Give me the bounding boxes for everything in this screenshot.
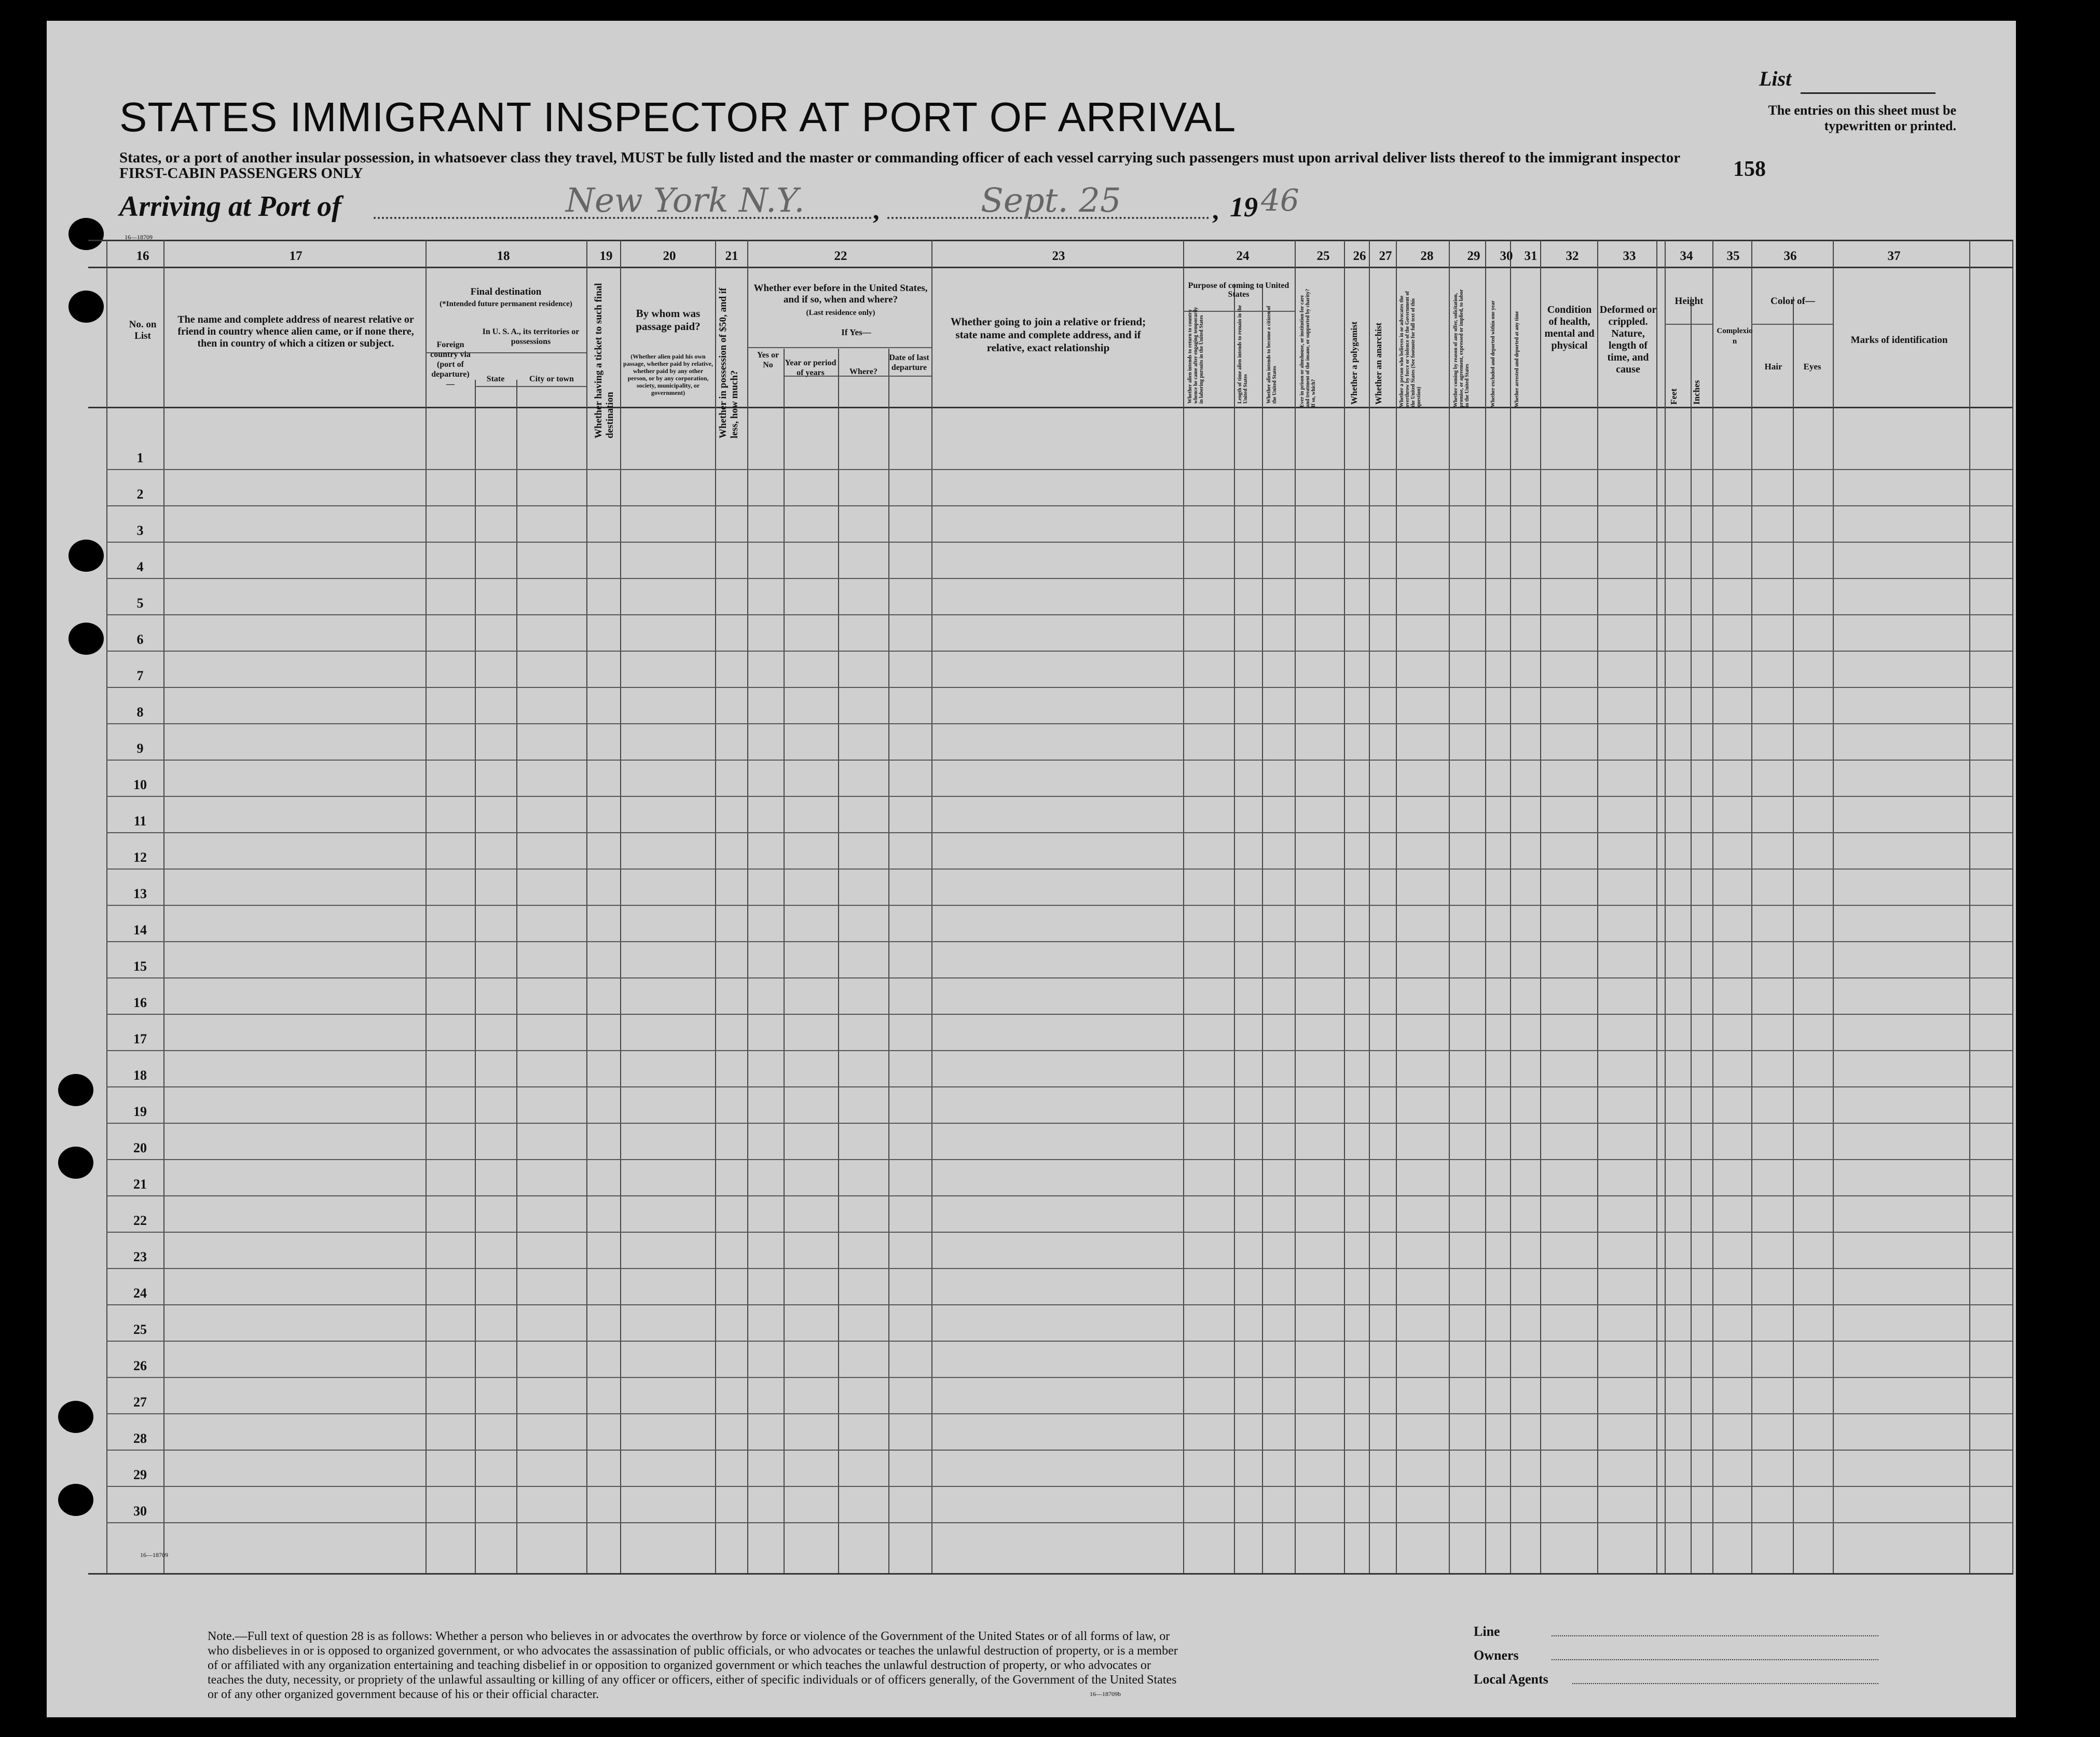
colnum-34: 34 [1680,249,1693,263]
header-prison: Ever in prison or almshouse, or institution for care and treatment of the insane, or supported by charity? If so, which? [1299,288,1316,407]
sheet-number: 158 [1733,157,1766,181]
colnum-24: 24 [1236,249,1250,263]
row-rule [106,1086,2012,1087]
row-number: 29 [133,1467,147,1482]
row-rule [106,687,2012,688]
owners-label: Owners [1474,1648,1519,1663]
column-rule [1510,240,1511,1573]
row-number: 24 [133,1286,147,1301]
row-number: 20 [133,1140,147,1155]
form-code-note: 16—18709b [1090,1690,1121,1698]
header-if-yes: If Yes— [841,327,871,337]
colnum-31: 31 [1524,249,1538,263]
comma: , [1212,196,1219,225]
row-rule [106,578,2012,579]
row-rule [106,542,2012,543]
row-number: 30 [133,1504,147,1519]
colnum-23: 23 [1052,249,1065,263]
row-number: 14 [133,922,147,938]
row-rule [106,1232,2012,1233]
column-rule [1369,240,1370,1573]
row-number: 8 [136,705,144,720]
rule [88,240,2013,241]
row-rule [106,1014,2012,1015]
column-rule [1712,240,1713,1573]
column-rule [586,240,587,1573]
year-printed: 19 [1230,191,1258,223]
header-rule [1751,324,1833,325]
header-foreign-country: Foreign country via (port of departure)— [430,340,471,389]
header-passage-paid: By whom was passage paid? [636,307,701,333]
row-number: 19 [133,1104,147,1119]
colnum-29: 29 [1467,249,1480,263]
row-number: 28 [133,1431,147,1446]
form-title: STATES IMMIGRANT INSPECTOR AT PORT OF ARRIVAL [119,94,1237,140]
header-date-departure: Date of last departure [889,353,929,372]
header-color-of: Color of— [1770,296,1815,307]
header-nearest-relative: The name and complete address of nearest relative or friend in country whence alien came, or if none there, then in country of which a citizen or subject. [177,314,414,349]
header-health: Condition of health, mental and physical [1544,304,1595,351]
column-rule [1597,240,1598,1573]
column-rule [1751,240,1752,1573]
header-yes-no: Yes or No [757,351,779,369]
column-rule [1793,297,1794,1573]
colnum-36: 36 [1783,249,1797,263]
passenger-table [88,240,2013,1573]
row-rule [106,1159,2012,1160]
header-polygamist: Whether a polygamist [1349,321,1359,405]
row-number: 27 [133,1395,147,1410]
row-rule [106,1486,2012,1487]
header-feet: Feet [1669,388,1679,405]
row-rule [106,1522,2012,1523]
header-passage-paid-sub: (Whether alien paid his own passage, whether paid by relative, whether paid by any other person, or by any corporation, society, municipality, or government) [623,353,713,396]
colnum-20: 20 [663,249,676,263]
first-cabin-label: FIRST-CABIN PASSENGERS ONLY [119,165,363,182]
colnum-21: 21 [725,249,738,263]
colnum-18: 18 [497,249,510,263]
row-rule [106,1304,2012,1305]
header-purpose: Purpose of coming to United States [1188,281,1289,299]
header-final-destination: Final destination [470,286,542,297]
column-rule [1396,240,1397,1573]
row-rule [106,1195,2012,1196]
colnum-16: 16 [136,249,149,263]
row-rule [106,1377,2012,1378]
column-rule [1540,240,1541,1573]
row-rule [106,868,2012,870]
entries-note: The entries on this sheet must be typewritten or printed. [1768,103,1956,133]
row-rule [106,1050,2012,1051]
header-ever-before: Whether ever before in the United States, and if so, when and where? [753,283,928,305]
colnum-28: 28 [1420,249,1434,263]
arriving-label: Arriving at Port of [119,190,341,223]
row-rule [106,760,2012,761]
row-number: 12 [133,850,147,865]
row-number: 21 [133,1177,147,1192]
header-anarchist: Whether an anarchist [1374,322,1383,405]
column-rule [1183,240,1184,1573]
comma: , [873,196,880,225]
row-rule [106,832,2012,833]
colnum-35: 35 [1726,249,1740,263]
header-where: Where? [849,367,877,376]
column-rule [931,240,932,1573]
port-handwritten: New York N.Y. [566,182,805,220]
header-in-usa: In U. S. A., its territories or possessions [482,327,580,346]
column-rule [1295,240,1296,1573]
column-rule [1344,240,1345,1573]
row-number: 9 [136,741,144,756]
header-purpose-return: Whether alien intends to return to country whence he came after engaging temporarily in laboring pursuits in the United States [1187,307,1204,404]
header-fifty-dollars: Whether in possession of $50, and if less, how much? [718,287,740,438]
column-rule [1262,284,1263,1573]
column-rule [888,349,889,1573]
header-arrested: Whether arrested and deported at any time [1514,311,1520,407]
colnum-37: 37 [1887,249,1901,263]
header-labor-offer: Whether coming by reason of any offer, solicitation, promise, or agreement, expressed or implied, to labor in the United States [1453,289,1470,407]
header-rule [747,347,931,348]
row-number: 5 [136,596,144,611]
local-agents-field[interactable] [1572,1683,1878,1684]
column-rule [1969,240,1970,1573]
row-rule [106,1123,2012,1124]
column-rule [426,240,427,1573]
column-rule [516,380,517,1573]
form-code: 16—18709 [125,233,153,241]
header-excluded: Whether excluded and deported within one year [1490,300,1496,407]
header-rule [1665,324,1712,325]
header-ever-before-sub: (Last residence only) [806,309,875,317]
colnum-27: 27 [1379,249,1392,263]
column-rule [838,349,839,1573]
line-field[interactable] [1552,1635,1878,1636]
colnum-22: 22 [834,249,847,263]
header-state: State [486,375,505,383]
owners-field[interactable] [1552,1659,1878,1660]
row-number: 11 [133,814,147,829]
column-rule [1656,240,1657,1573]
row-number: 1 [136,450,144,465]
row-rule [106,796,2012,797]
rule [88,1573,2013,1575]
row-number: 16 [133,995,147,1010]
column-rule [1833,240,1834,1573]
header-year-period: Year or period of years [785,359,836,377]
date-handwritten: Sept. 25 [981,182,1121,220]
form-code-bottom: 16—18709 [140,1551,168,1559]
header-final-destination-sub: (*Intended future permanent residence) [440,300,572,308]
colnum-25: 25 [1316,249,1330,263]
colnum-32: 32 [1566,249,1579,263]
row-rule [106,977,2012,978]
row-number: 13 [133,886,147,901]
row-rule [106,1268,2012,1269]
header-join-relative: Whether going to join a relative or friend; state name and complete address, and if relative, exact relationship [950,315,1146,354]
column-rule [747,240,748,1573]
colnum-19: 19 [599,249,613,263]
question-28-note: Note.—Full text of question 28 is as follows: Whether a person who believes in or advocates the overthrow by force or violence of the Government of the United States or of all forms of law, or who disbelieves in or is opposed to organized government, or who advocates the assassination of public officials, or who advocates or teaches the unlawful destruction of property, or is a member of or affiliated with any organization entertaining and teaching disbelief in or opposition to organized government or which teaches the unlawful destruction of property, or who advocates or teaches the duty, necessity, or propriety of the unlawful assaulting or killing of any officer or officers, either of specific individuals or of officers generally, of the Government of the United States or of any other organized government because of his or their official character. [208,1630,1178,1701]
colnum-17: 17 [289,249,303,263]
colnum-30: 30 [1500,249,1513,263]
row-number: 23 [133,1249,147,1264]
header-hair: Hair [1764,362,1782,371]
row-number: 2 [136,487,144,502]
column-rule [475,380,476,1573]
column-rule [2012,240,2013,1573]
row-rule [106,614,2012,615]
column-rule [1234,284,1235,1573]
column-rule [106,240,107,1573]
year-handwritten: 46 [1261,183,1299,218]
header-city: City or town [529,375,574,383]
header-ticket: Whether having a ticket to such final destination [593,283,615,438]
list-label: List [1759,67,1792,90]
list-number-field[interactable] [1801,92,1936,94]
column-rule [163,240,164,1573]
column-rule [784,349,785,1573]
column-rule [620,240,621,1573]
row-rule [106,469,2012,470]
column-rule [1485,240,1486,1573]
header-no-on-list: No. on List [129,319,157,341]
column-rule [715,240,716,1573]
column-rule [1665,240,1666,1573]
header-purpose-citizen: Whether alien intends to become a citizen of the United States [1266,306,1278,404]
header-height: Height [1674,296,1704,307]
header-complexion: Complexion [1717,327,1753,346]
row-rule [106,505,2012,506]
row-number: 17 [133,1031,147,1046]
column-rule [1691,297,1692,1573]
row-rule [106,905,2012,906]
rule [88,407,2013,408]
row-number: 3 [136,523,144,538]
column-rule [1449,240,1450,1573]
row-rule [106,1450,2012,1451]
row-number: 15 [133,959,147,974]
row-number: 18 [133,1068,147,1083]
row-rule [106,941,2012,942]
rule [88,267,2013,268]
row-number: 22 [133,1213,147,1228]
header-inches: Inches [1692,380,1701,405]
colnum-33: 33 [1623,249,1636,263]
header-deformed: Deformed or crippled. Nature, length of time, and cause [1599,304,1657,375]
row-number: 6 [136,632,144,647]
row-rule [106,651,2012,652]
colnum-26: 26 [1353,249,1366,263]
header-eyes: Eyes [1803,362,1821,371]
header-marks: Marks of identification [1850,335,1948,346]
row-number: 10 [133,777,147,792]
row-rule [106,723,2012,724]
header-purpose-length: Length of time alien intends to remain in the United States [1237,305,1248,404]
header-rule [475,386,586,387]
row-number: 25 [133,1322,147,1337]
row-number: 7 [136,668,144,683]
local-agents-label: Local Agents [1474,1672,1548,1687]
line-label: Line [1474,1624,1500,1639]
form-instructions: States, or a port of another insular possession, in whatsoever class they travel, MUST be fully listed and the master or commanding officer of each vessel carrying such passengers must upon arrival deliver lists thereof to the immigrant inspector [119,149,1681,166]
header-question-28: Whether a person who believes in or advocates the overthrow by force or violence of the Government of the United States (See footnote for full text of this question) [1399,291,1422,407]
row-number: 26 [133,1358,147,1373]
row-rule [106,1341,2012,1342]
row-rule [106,1413,2012,1414]
row-number: 4 [136,559,144,574]
